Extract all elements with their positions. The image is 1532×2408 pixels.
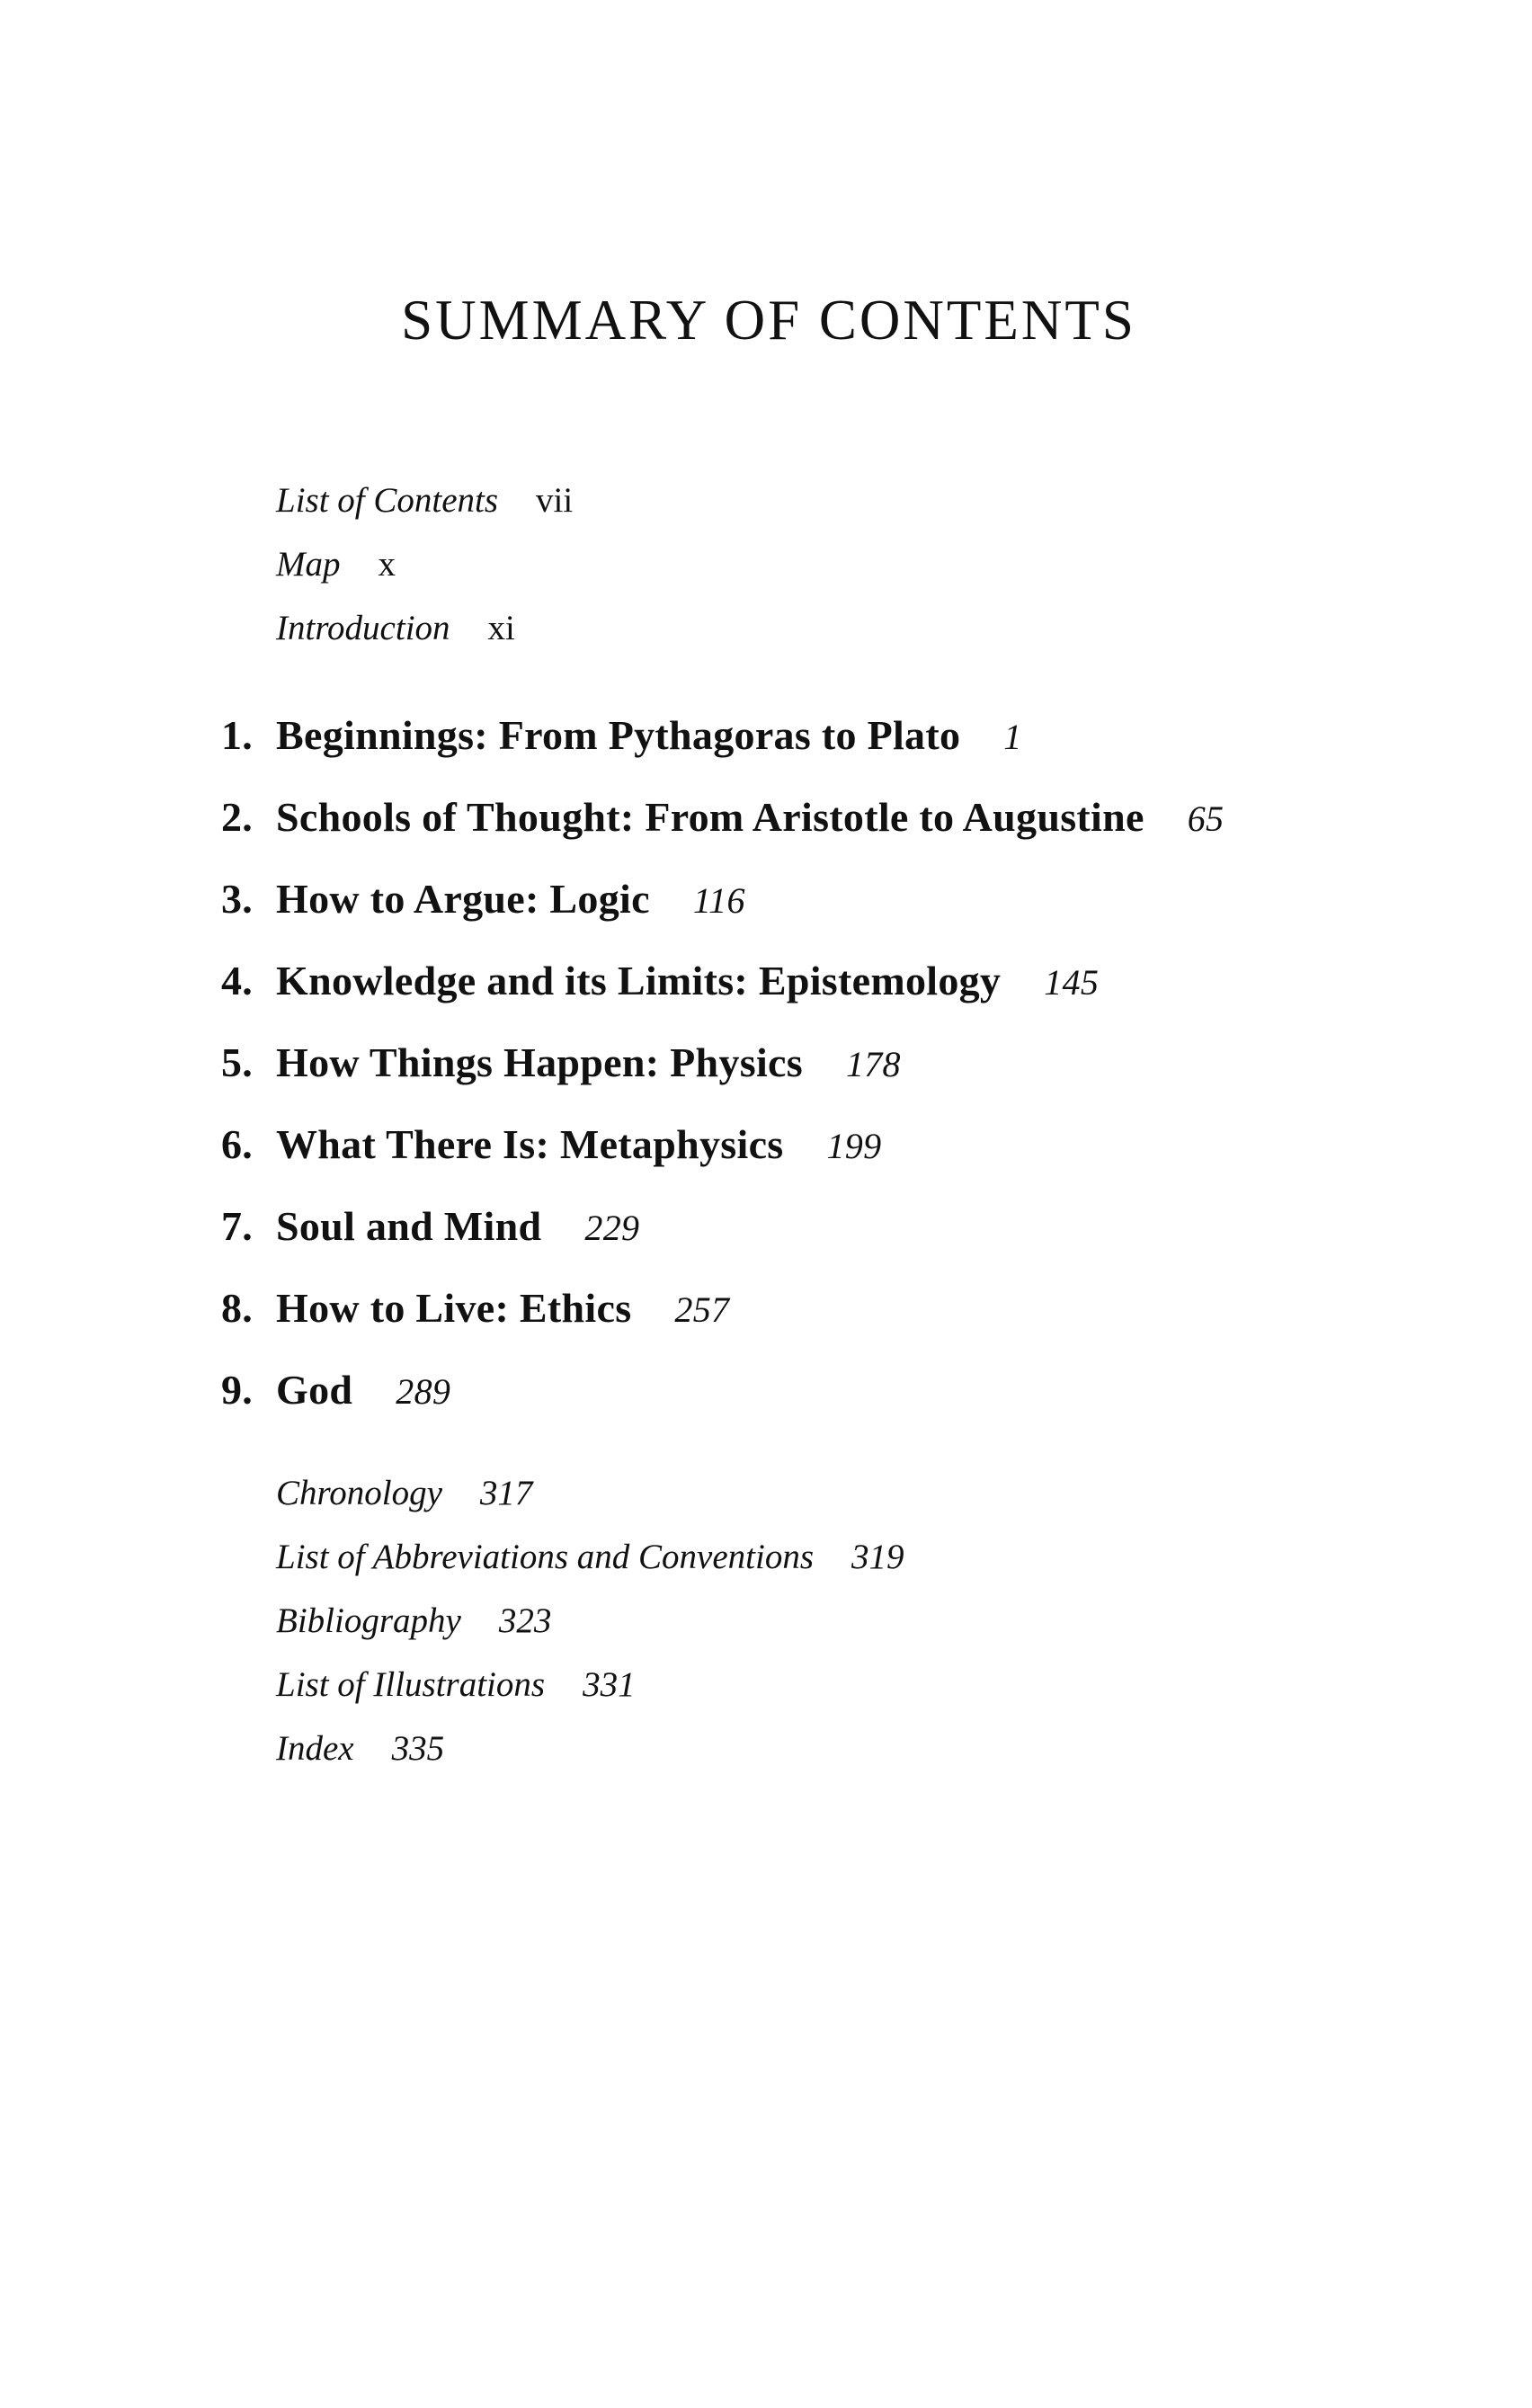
chapter-entry[interactable]: [221, 790, 1224, 872]
chapter-entry[interactable]: [221, 1363, 1224, 1445]
chapter-number: 5.: [221, 1039, 254, 1085]
chapter-number: 3.: [221, 876, 254, 922]
chapter-entry[interactable]: [221, 709, 1224, 790]
chapter-number: 8.: [221, 1285, 254, 1331]
front-matter-item[interactable]: [276, 542, 573, 606]
chapter-entry[interactable]: [221, 1200, 1224, 1281]
chapter-entry[interactable]: [221, 1036, 1224, 1118]
chapter-entry[interactable]: [221, 1118, 1224, 1200]
chapter-title: What There Is: Metaphysics: [276, 1121, 784, 1167]
chapter-title: Knowledge and its Limits: Epistemology: [276, 958, 1002, 1003]
entry-page-number: x: [378, 545, 396, 584]
chapter-title: Schools of Thought: From Aristotle to Augustine: [276, 794, 1145, 840]
entry-title: Bibliography: [276, 1601, 461, 1640]
chapter-title: How Things Happen: Physics: [276, 1039, 803, 1085]
chapter-title: How to Live: Ethics: [276, 1285, 632, 1331]
chapter-title: How to Argue: Logic: [276, 876, 650, 922]
entry-page-number: 331: [583, 1665, 636, 1704]
chapter-page-number: 289: [396, 1371, 451, 1412]
entry-title: Map: [276, 545, 341, 584]
front-matter-item[interactable]: [276, 606, 573, 670]
chapter-list: [221, 709, 1224, 1445]
back-matter-item[interactable]: [276, 1726, 904, 1790]
front-matter-list: [276, 478, 573, 670]
back-matter-item[interactable]: [276, 1471, 904, 1535]
front-matter-item[interactable]: [276, 478, 573, 542]
chapter-number: 2.: [221, 794, 254, 840]
entry-page-number: xi: [487, 609, 515, 647]
chapter-title: Soul and Mind: [276, 1203, 542, 1249]
chapter-page-number: 1: [1003, 717, 1022, 757]
back-matter-item[interactable]: [276, 1599, 904, 1663]
chapter-title: Beginnings: From Pythagoras to Plato: [276, 712, 961, 758]
chapter-page-number: 145: [1044, 962, 1100, 1003]
chapter-page-number: 199: [826, 1126, 882, 1166]
back-matter-item[interactable]: [276, 1663, 904, 1726]
back-matter-list: [276, 1471, 904, 1790]
chapter-number: 1.: [221, 712, 254, 758]
back-matter-item[interactable]: [276, 1535, 904, 1599]
entry-title: Chronology: [276, 1474, 442, 1512]
chapter-number: 7.: [221, 1203, 254, 1249]
chapter-entry[interactable]: [221, 872, 1224, 954]
entry-title: List of Abbreviations and Conventions: [276, 1538, 815, 1576]
chapter-page-number: 229: [584, 1208, 640, 1248]
entry-page-number: vii: [536, 481, 574, 520]
entry-page-number: 319: [851, 1538, 904, 1576]
chapter-page-number: 65: [1187, 798, 1225, 839]
entry-page-number: 317: [479, 1474, 533, 1512]
chapter-page-number: 178: [845, 1044, 901, 1084]
chapter-number: 6.: [221, 1121, 254, 1167]
chapter-title: God: [276, 1367, 353, 1413]
entry-title: List of Contents: [276, 481, 499, 520]
page-title: SUMMARY OF CONTENTS: [401, 289, 1136, 352]
chapter-number: 9.: [221, 1367, 254, 1413]
chapter-page-number: 116: [692, 880, 745, 921]
chapter-entry[interactable]: [221, 1281, 1224, 1363]
entry-title: Introduction: [276, 609, 450, 647]
chapter-number: 4.: [221, 958, 254, 1003]
entry-page-number: 335: [391, 1729, 445, 1768]
entry-page-number: 323: [498, 1601, 552, 1640]
entry-title: Index: [276, 1729, 354, 1768]
chapter-page-number: 257: [674, 1289, 730, 1330]
chapter-entry[interactable]: [221, 954, 1224, 1036]
entry-title: List of Illustrations: [276, 1665, 546, 1704]
